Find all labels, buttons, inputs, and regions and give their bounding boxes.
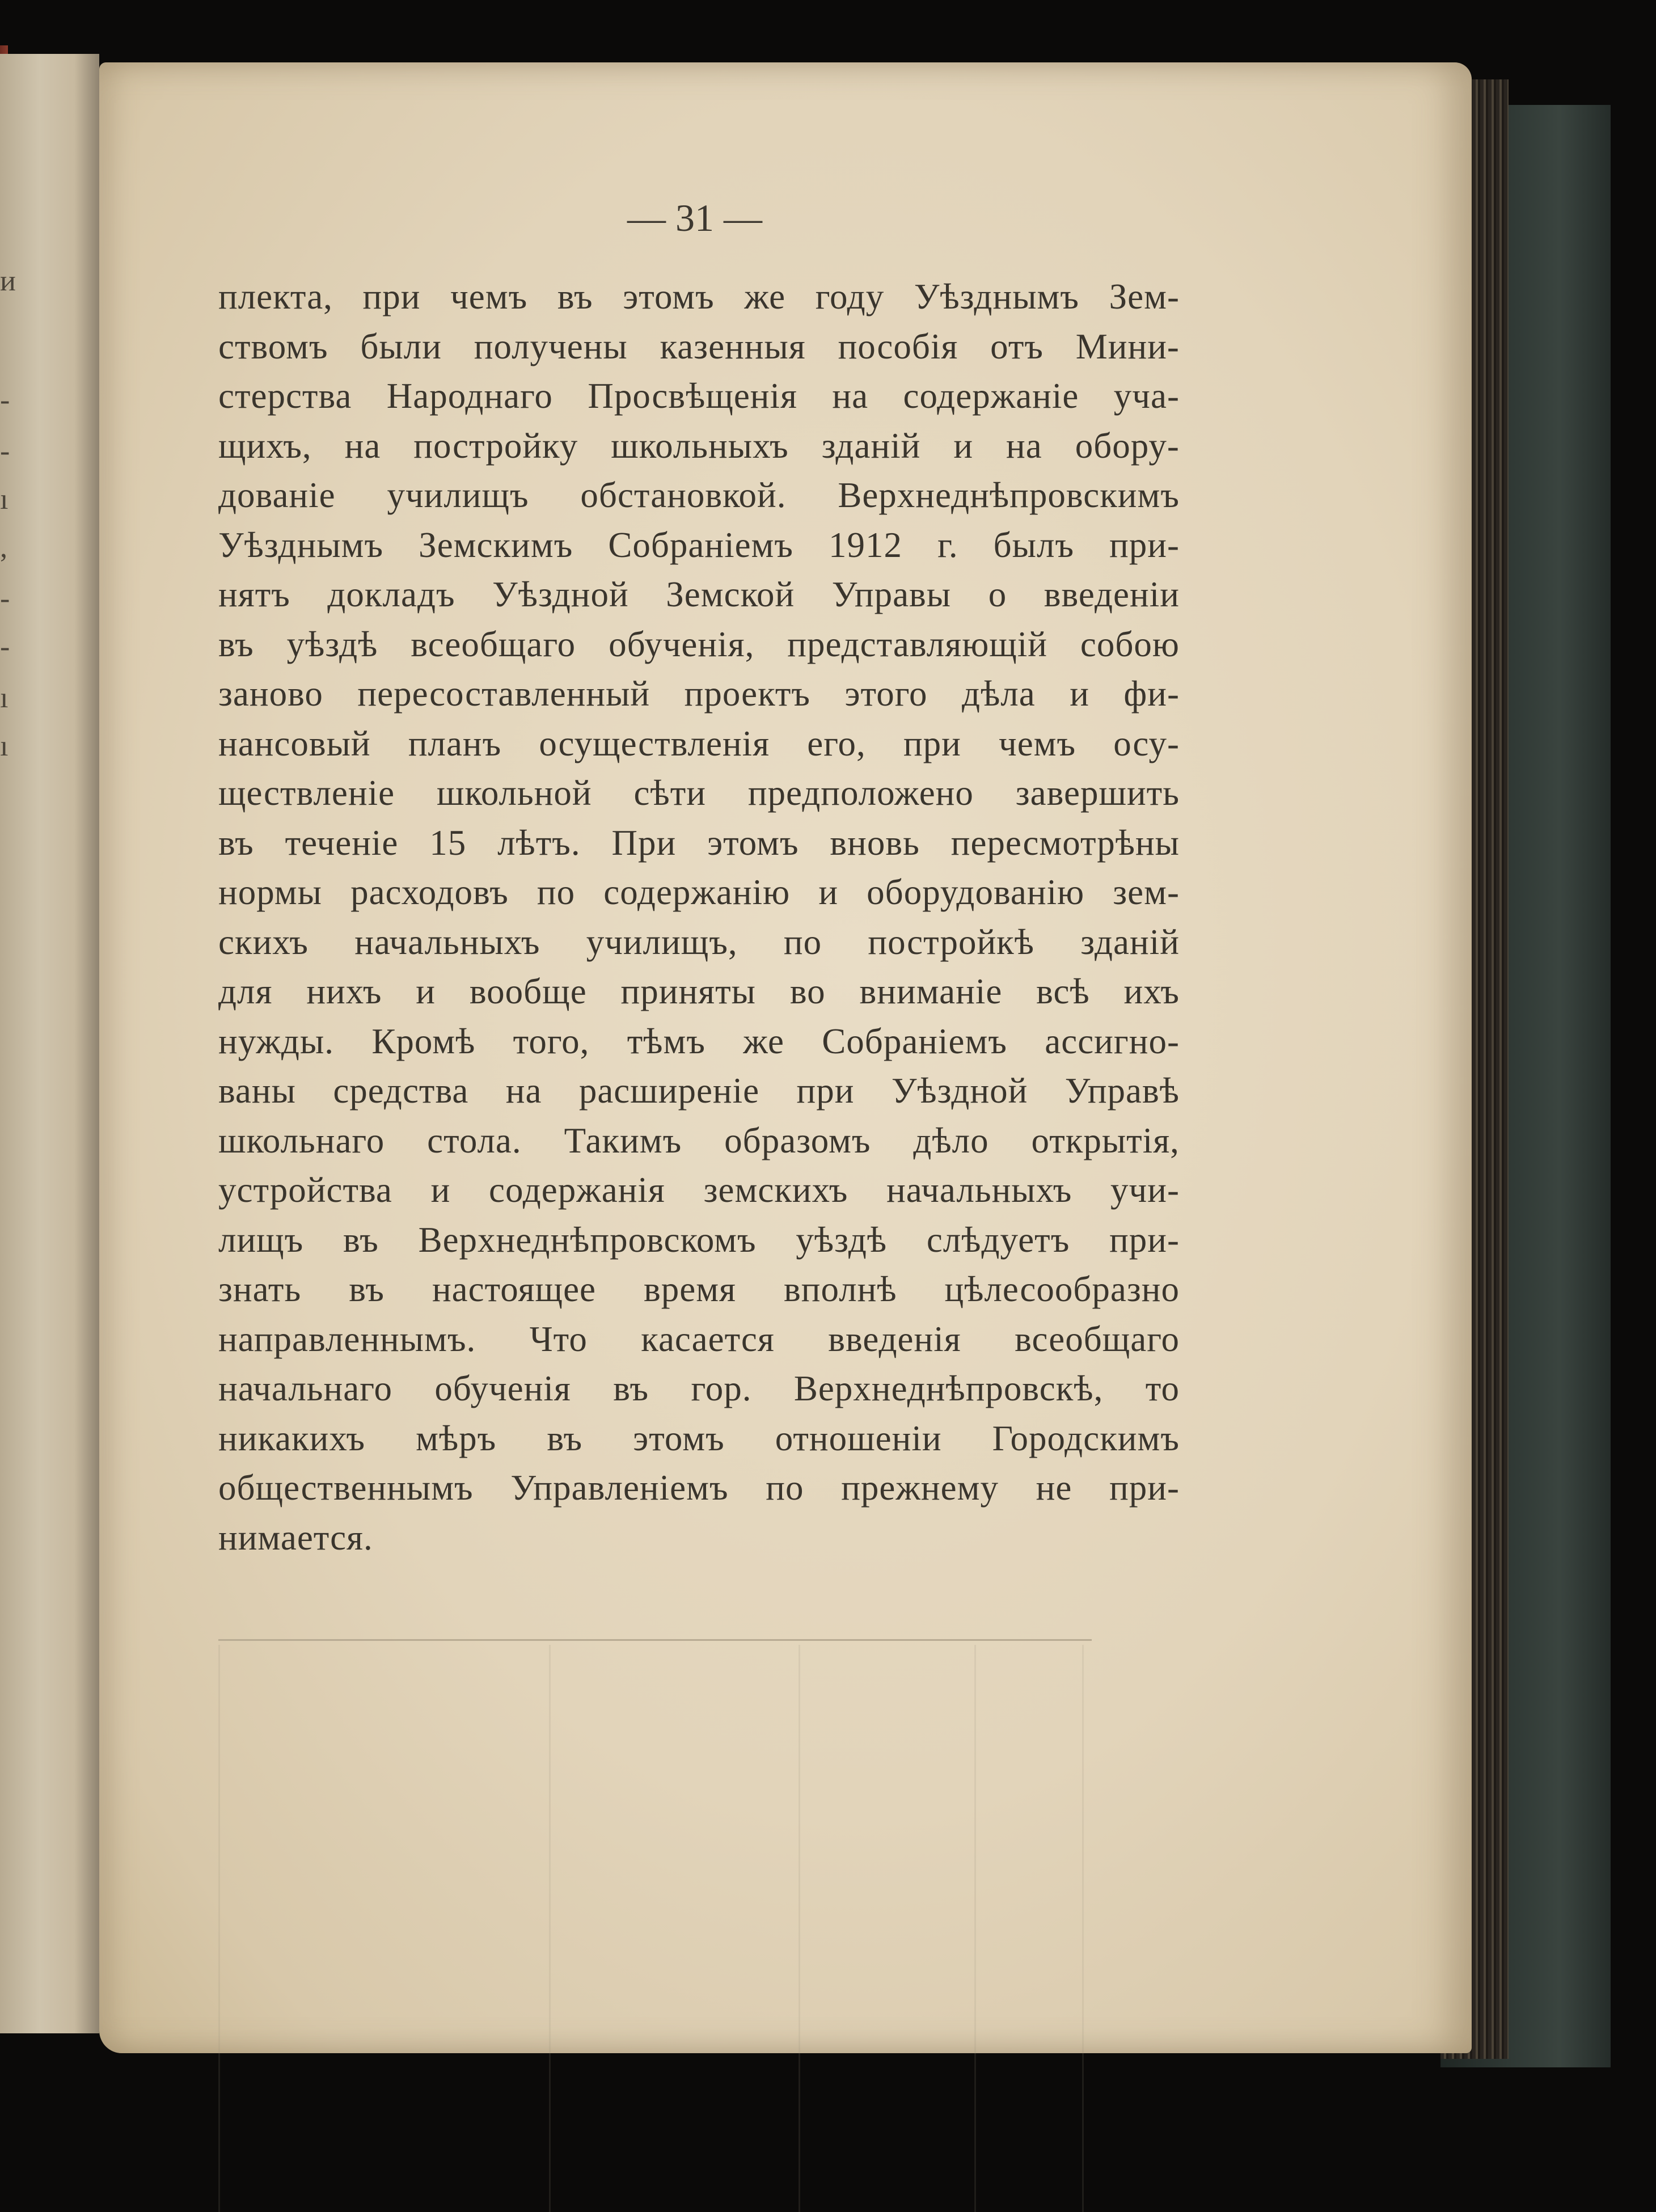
text-line [218, 868, 1180, 918]
word: нансовый [218, 723, 371, 763]
word: Народнаго [386, 376, 553, 416]
text-line [218, 719, 1180, 769]
text-line [218, 521, 1180, 571]
word: при- [1109, 525, 1180, 565]
text-line [218, 818, 1180, 868]
word: тѣмъ [627, 1021, 706, 1061]
text-line [218, 769, 1180, 818]
word: дѣла [962, 674, 1036, 714]
word: настоящее [432, 1269, 596, 1309]
word: по [783, 922, 822, 962]
word: направленнымъ. [218, 1319, 476, 1359]
word: по [766, 1468, 804, 1508]
word: всѣ [1036, 972, 1090, 1011]
word: Управленіемъ [510, 1468, 729, 1508]
word: дованіе [218, 475, 336, 515]
word: ществленіе [218, 773, 395, 813]
word: содержанію [603, 872, 791, 912]
word: всеобщаго [411, 624, 576, 664]
word: образомъ [724, 1120, 871, 1160]
body-text [218, 272, 1180, 1563]
bleed-line [799, 1645, 800, 2212]
left-letter: - [0, 384, 10, 416]
word: школьнаго [218, 1120, 385, 1160]
word: то [1145, 1369, 1180, 1408]
word: обстановкой. [580, 475, 787, 515]
text-line [218, 1066, 1180, 1116]
word: 1912 [829, 525, 903, 565]
word: казенныя [660, 326, 806, 366]
bleed-line [549, 1645, 551, 2212]
footer-rule [218, 1639, 1092, 1641]
word: никакихъ [218, 1418, 366, 1458]
word: нимается. [218, 1517, 373, 1557]
left-letter: ı [0, 730, 9, 762]
text-line [218, 620, 1180, 670]
word: на [344, 425, 381, 466]
text-line [218, 272, 1180, 322]
word: Верхнеднѣпровскимъ [838, 475, 1180, 515]
word: Собраніемъ [822, 1021, 1007, 1061]
word: Что [529, 1319, 588, 1359]
word: нужды. [218, 1021, 335, 1061]
word: Мини- [1075, 326, 1180, 366]
word: завершить [1015, 773, 1180, 813]
word: заново [218, 674, 323, 714]
word: же [743, 1021, 784, 1061]
text-line [218, 1414, 1180, 1464]
word: Зем- [1109, 277, 1180, 316]
word: 15 [429, 822, 467, 863]
text-line-last [218, 1513, 1180, 1563]
word: мѣръ [416, 1418, 497, 1458]
word: и [953, 425, 974, 466]
left-letter: ı [0, 483, 9, 516]
word: обору- [1075, 425, 1180, 466]
word: цѣлесообразно [944, 1269, 1180, 1309]
text-line [218, 918, 1180, 968]
word: земскихъ [703, 1170, 848, 1210]
word: при [796, 1071, 855, 1111]
word: плекта, [218, 277, 333, 316]
word: учи- [1110, 1170, 1180, 1210]
word: постройкѣ [868, 922, 1034, 962]
word: нормы [218, 872, 322, 912]
word: Уѣзднымъ [914, 277, 1079, 316]
word: уча- [1113, 376, 1180, 416]
text-line [218, 1166, 1180, 1215]
word: оборудованію [867, 872, 1085, 912]
word: лищъ [218, 1219, 304, 1260]
word: ствомъ [218, 326, 328, 366]
word: въ [218, 624, 254, 664]
word: въ [613, 1369, 649, 1408]
word: касается [641, 1319, 775, 1359]
word: зданій [821, 425, 921, 466]
word: пособія [838, 326, 958, 366]
word: начальныхъ [886, 1170, 1072, 1210]
word: былъ [993, 525, 1075, 565]
left-letter: , [0, 531, 7, 564]
word: отношеніи [775, 1418, 942, 1458]
bleed-line [1082, 1645, 1084, 2212]
text-line [218, 1463, 1180, 1513]
word: проектъ [684, 674, 810, 714]
word: открытія, [1031, 1120, 1180, 1160]
text-line [218, 322, 1180, 372]
left-letter: ı [0, 682, 9, 714]
word: теченіе [285, 822, 399, 863]
word: щихъ, [218, 425, 312, 466]
word: школьной [436, 773, 592, 813]
word: отъ [990, 326, 1044, 366]
left-letter: - [0, 582, 10, 615]
word: знать [218, 1269, 302, 1309]
word: училищъ, [586, 922, 738, 962]
text-line [218, 1265, 1180, 1315]
word: скихъ [218, 922, 309, 962]
word: обученія [434, 1369, 571, 1408]
bleed-through-table [218, 1645, 1184, 2212]
word: этомъ [707, 822, 799, 863]
word: лѣтъ. [497, 822, 581, 863]
text-line [218, 570, 1180, 620]
word: Земской [666, 575, 795, 614]
word: при- [1109, 1468, 1180, 1508]
word: содержанія [489, 1170, 665, 1210]
word: въ [547, 1418, 583, 1458]
word: осуществленія [539, 723, 770, 763]
word: прежнему [841, 1468, 999, 1508]
word: на [505, 1071, 542, 1111]
word: Верхнеднѣпровскомъ [418, 1219, 757, 1260]
word: во [789, 972, 826, 1011]
word: собою [1080, 624, 1180, 664]
text-line [218, 1215, 1180, 1265]
word: Такимъ [564, 1120, 682, 1160]
word: осу- [1113, 723, 1180, 763]
text-line [218, 372, 1180, 421]
word: Городскимъ [992, 1418, 1180, 1458]
left-page-fragment [0, 54, 99, 2033]
word: при- [1109, 1219, 1180, 1260]
word: нятъ [218, 575, 290, 614]
word: Земскимъ [419, 525, 573, 565]
word: г. [937, 525, 958, 565]
word: Кромѣ [371, 1021, 476, 1061]
word: гор. [691, 1369, 752, 1408]
word: начальнаго [218, 1369, 392, 1408]
word: стола. [427, 1120, 522, 1160]
word: стерства [218, 376, 352, 416]
word: Уѣздной [891, 1071, 1028, 1111]
word: и [818, 872, 839, 912]
word: введенія [828, 1319, 961, 1359]
word: докладъ [327, 575, 455, 614]
word: училищъ [387, 475, 529, 515]
word: содержаніе [903, 376, 1079, 416]
word: и [416, 972, 436, 1011]
word: были [360, 326, 442, 366]
word: же [744, 277, 786, 316]
word: этого [844, 674, 928, 714]
left-letter: - [0, 435, 10, 467]
page-number: — 31 — [627, 196, 762, 239]
word: въ [349, 1269, 385, 1309]
word: вновь [830, 822, 920, 863]
word: на [832, 376, 869, 416]
left-letter: - [0, 631, 10, 663]
text-line [218, 1017, 1180, 1067]
word: и [1070, 674, 1089, 714]
word: вниманіе [859, 972, 1003, 1011]
word: его, [807, 723, 866, 763]
word: ваны [218, 1071, 296, 1111]
word: въ [557, 277, 593, 316]
word: вполнѣ [784, 1269, 897, 1309]
word: при [362, 277, 421, 316]
bleed-line [974, 1645, 976, 2212]
word: предположено [747, 773, 974, 813]
text-line [218, 1315, 1180, 1365]
word: представляющій [787, 624, 1047, 664]
word: зданій [1080, 922, 1180, 962]
text-line [218, 967, 1180, 1017]
word: слѣдуетъ [926, 1219, 1070, 1260]
word: фи- [1123, 674, 1180, 714]
word: нихъ [306, 972, 382, 1011]
word: въ [343, 1219, 379, 1260]
word: При [611, 822, 677, 863]
word: году [815, 277, 885, 316]
word: ихъ [1123, 972, 1180, 1011]
text-line [218, 669, 1180, 719]
word: получены [474, 326, 628, 366]
word: Уѣзднымъ [218, 525, 384, 565]
word: расходовъ [350, 872, 509, 912]
word: по [536, 872, 576, 912]
text-line [218, 471, 1180, 521]
text-line [218, 421, 1180, 471]
word: планъ [408, 723, 502, 763]
word: школьныхъ [611, 425, 789, 466]
word: чемъ [999, 723, 1076, 763]
word: о [988, 575, 1007, 614]
word: въ [218, 822, 254, 863]
word: обученія, [609, 624, 755, 664]
word: Уѣздной [492, 575, 629, 614]
word: приняты [620, 972, 757, 1011]
word: введеніи [1044, 575, 1180, 614]
word: пересоставленный [357, 674, 650, 714]
word: уѣздѣ [286, 624, 378, 664]
word: и [430, 1170, 451, 1210]
word: Верхнеднѣпровскѣ, [793, 1369, 1104, 1408]
word: при [903, 723, 961, 763]
word: Просвѣщенія [588, 376, 797, 416]
word: Управы [831, 575, 952, 614]
word: Собраніемъ [608, 525, 793, 565]
word: Управѣ [1064, 1071, 1180, 1111]
word: общественнымъ [218, 1468, 474, 1508]
word: на [1006, 425, 1042, 466]
word: расширеніе [578, 1071, 760, 1111]
word: пересмотрѣны [950, 822, 1180, 863]
word: начальныхъ [354, 922, 540, 962]
word: постройку [413, 425, 578, 466]
word: того, [513, 1021, 590, 1061]
text-line [218, 1116, 1180, 1166]
word: устройства [218, 1170, 392, 1210]
word: уѣздѣ [796, 1219, 888, 1260]
word: для [218, 972, 273, 1011]
text-line [218, 1364, 1180, 1414]
word: сѣти [633, 773, 706, 813]
word: вообще [469, 972, 587, 1011]
word: не [1036, 1468, 1072, 1508]
word: время [643, 1269, 737, 1309]
word: дѣло [913, 1120, 989, 1160]
word: всеобщаго [1015, 1319, 1180, 1359]
word: этомъ [633, 1418, 725, 1458]
word: ассигно- [1045, 1021, 1180, 1061]
word: чемъ [450, 277, 528, 316]
word: средства [333, 1071, 469, 1111]
word: этомъ [623, 277, 715, 316]
left-letter: и [0, 265, 16, 297]
word: зем- [1113, 872, 1180, 912]
